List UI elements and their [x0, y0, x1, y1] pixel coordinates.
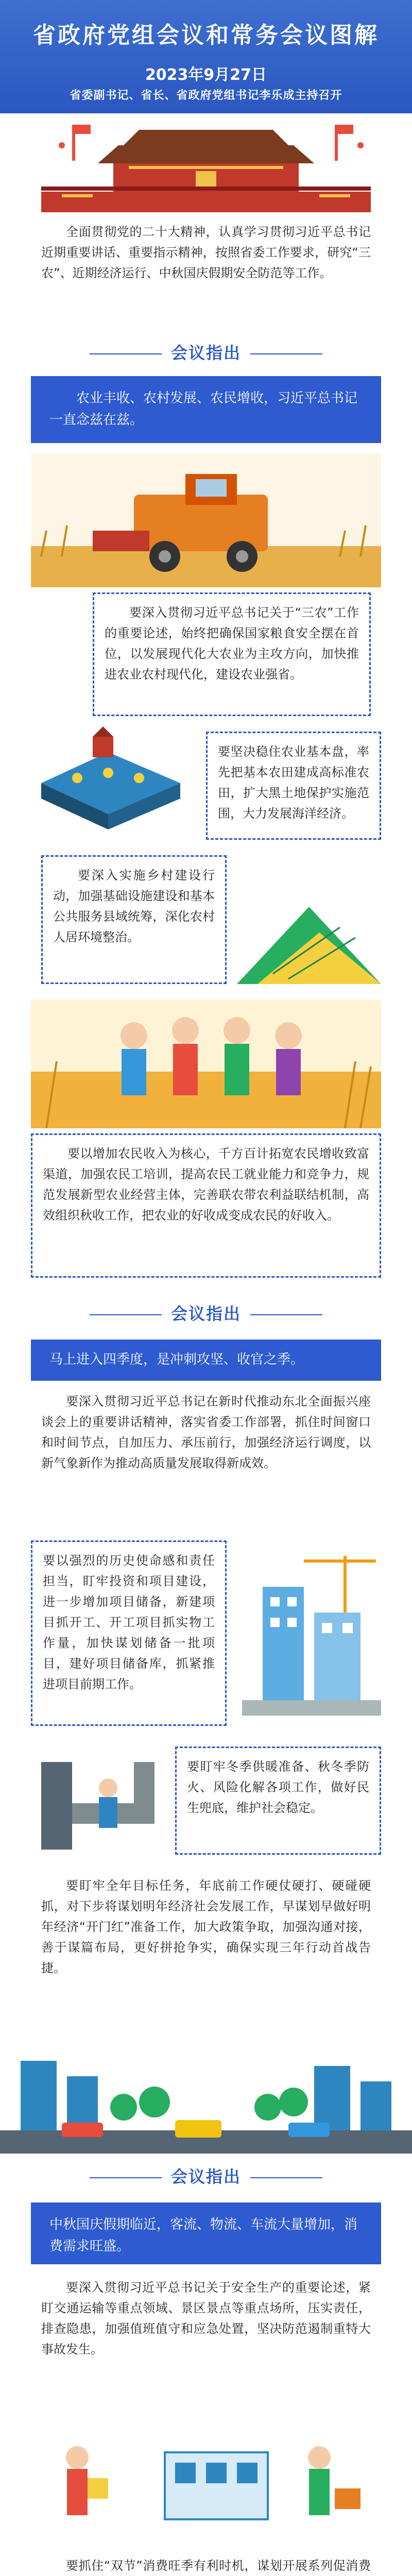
pipeline-illustration	[31, 1741, 165, 1860]
highlight-box-3: 中秋国庆假期临近，客流、物流、车流大量增加，消费需求旺盛。	[31, 2202, 381, 2264]
shopping-illustration	[31, 2432, 381, 2535]
header-banner	[0, 0, 412, 113]
meeting-date: 2023年9月27日	[145, 66, 267, 84]
paragraph-3-1: 要深入贯彻习近平总书记关于安全生产的重要论述，紧盯交通运输等重点领域、景区景点等重点场所，压实责任，排查隐患，加强值班值守和应急处置，坚决防范遏制重特大事故发生。	[41, 2280, 371, 2357]
paragraph-3-2: 要抓住“双节”消费旺季有利时机，谋划开展系列促消费	[66, 2558, 371, 2573]
section-title-2	[0, 1301, 412, 1325]
paragraph-1-2: 要坚决稳住农业基本盘，率先把基本农田建成高标准农田，扩大黑土地保护实施范围，大力发展海洋经济。	[206, 732, 381, 840]
intro-paragraph: 全面贯彻党的二十大精神，认真学习贯彻习近平总书记近期重要讲话、重要指示精神，按照省委工作要求，研究“三农”、近期经济运行、中秋国庆假期安全防范等工作。	[41, 225, 371, 280]
highlight-box-1: 农业丰收、农村发展、农民增收，习近平总书记一直念兹在兹。	[31, 376, 381, 443]
sea-farming-illustration	[31, 721, 185, 840]
village-illustration	[237, 855, 381, 984]
paragraph-2-2: 要以强烈的历史使命感和责任担当，盯牢投资和项目建设，进一步增加项目储备，新建项目抓开工、开工项目抓实物工作量，加快谋划储备一批项目，建好项目储备库，抓紧推进项目前期工作。	[31, 1540, 227, 1726]
section-title-3	[0, 2164, 412, 2188]
page-title: 省政府党组会议和常务会议图解	[33, 22, 379, 48]
section-title-text: 会议指出	[170, 1304, 241, 1324]
paragraph-2-1: 要深入贯彻习近平总书记在新时代推动东北全面振兴座谈会上的重要讲话精神，落实省委工作部署，抓住时间窗口和时间节点，自加压力、承压前行，加强经济运行调度，以新气象新作为推动高质量发展取得新成效。	[41, 1394, 371, 1470]
section-title-1	[0, 340, 412, 364]
meeting-host: 省委副书记、省长、省政府党组书记李乐成主持召开	[70, 89, 342, 102]
paragraph-2-4: 要盯牢全年目标任务，年底前工作硬仗硬打、硬碰硬抓，对下步将谋划明年经济社会发展工作，早谋划早做好明年经济“开门红”准备工作，加大政策争取，加强沟通对接，善于谋篇布局，更好拼抢争实，确保实现三年行动首战告捷。	[41, 1878, 371, 1975]
paragraph-1-1: 要深入贯彻习近平总书记关于“三农”工作的重要论述，始终把确保国家粮食安全摆在首位，以发展现代化大农业为主攻方向，加快推进农业农村现代化，建设农业强省。	[93, 592, 371, 716]
highlight-box-2: 马上进入四季度，是冲刺攻坚、收官之季。	[31, 1340, 381, 1381]
construction-illustration	[242, 1546, 381, 1716]
harvester-illustration	[31, 453, 381, 587]
paragraph-1-4: 要以增加农民收入为核心，千方百计拓宽农民增收致富渠道，加强农民工培训，提高农民工就业能力和竞争力，规范发展新型农业经营主体，完善联农带农利益联结机制，高效组织秋收工作，把农业的好收成变成农民的好收入。	[31, 1133, 381, 1278]
paragraph-1-3: 要深入实施乡村建设行动，加强基础设施建设和基本公共服务县域统筹，深化农村人居环境整治。	[41, 855, 227, 984]
section-title-text: 会议指出	[170, 2167, 241, 2187]
paragraph-2-3: 要盯牢冬季供暖准备、秋冬季防火、风险化解各项工作，做好民生兜底，维护社会稳定。	[175, 1747, 381, 1855]
farmers-harvest-illustration	[31, 999, 381, 1128]
tiananmen-illustration	[0, 114, 412, 217]
traffic-illustration	[0, 2040, 412, 2154]
section-title-text: 会议指出	[170, 343, 241, 363]
